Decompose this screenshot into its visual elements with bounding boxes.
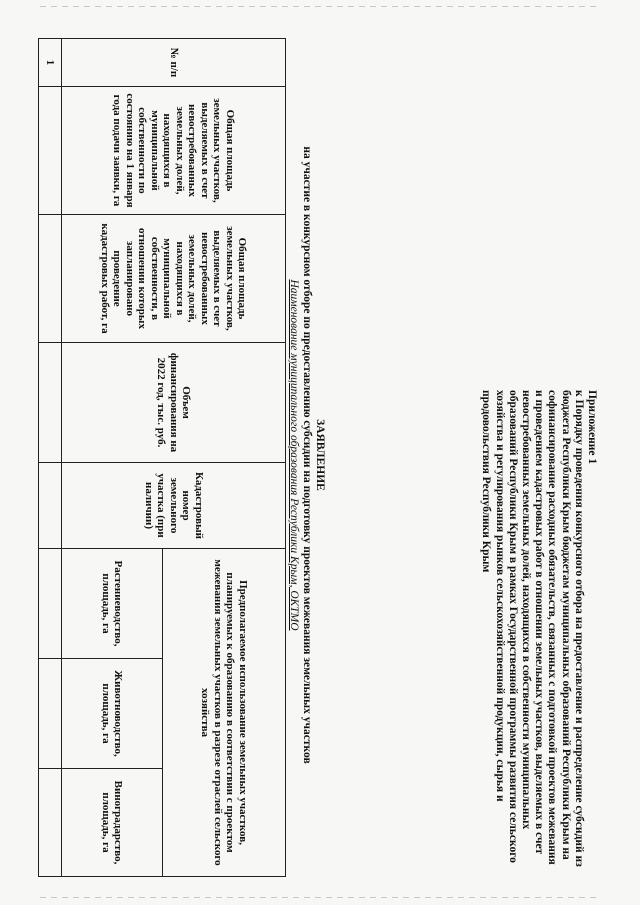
subheader-vineyard: Виноградарство, площадь, га	[62, 769, 163, 877]
table-row	[39, 39, 62, 877]
cell-empty	[39, 343, 62, 463]
municipality-line: Наименование муниципального образования Республики Крым, ОКТМО	[288, 279, 300, 631]
header-total-area: Общая площадь земельных участков, выделяемых в счет невостребованных земельных долей, находящихся в муниципальной собственности по состоянию на 1 января года подачи заявки, га	[62, 87, 286, 215]
table-header-row	[163, 39, 286, 877]
header-funding: Объем финансирования на 2022 год, тыс. руб.	[62, 343, 286, 463]
header-planned-area: Общая площадь земельных участков, выделяемых в счет невостребованных земельных долей, находящихся в муниципальной собственности, в отношении которых запланировано проведение кадастровых работ, га	[62, 215, 286, 343]
title-subtitle: на участие в конкурсном отборе по предоставлению субсидии на подготовку проектов межевания земельных участков	[301, 146, 313, 764]
cell-empty	[39, 215, 62, 343]
scan-artifact-top	[40, 6, 600, 7]
subheader-livestock: Животноводство, площадь, га	[62, 659, 163, 769]
cell-empty	[39, 769, 62, 877]
subheader-crop: Растениеводство, площадь, га	[62, 549, 163, 659]
scan-artifact-bottom	[40, 897, 600, 898]
cell-empty	[39, 463, 62, 549]
appendix-text: к Порядку проведения конкурсного отбора на предоставление и распределение субсидий из бюджета Республики Крым бюджетам муниципальных образований Республики Крым на софинансирование расходных обязательств, связанных с подготовкой проектов межевания и проведением кадастровых работ в отношении земельных участков, выделяемых в счет невостребованных земельных долей, находящихся в собственности муниципальных образований Республики Крым в рамках Государственной программы развития сельского хозяйства и регулирования рынков сельскохозяйственной продукции, сырья и продовольствия Республики Крым	[480, 390, 585, 867]
rotated-page	[28, 30, 598, 880]
cell-empty	[39, 549, 62, 659]
cell-empty	[39, 87, 62, 215]
appendix-block	[479, 390, 598, 870]
header-num: № п/п	[62, 39, 286, 87]
header-use-group: Предполагаемое использование земельных участков, планируемых к образованию в соответствии с проектом межевания земельных участков в разрезе отраслей сельского хозяйства	[163, 549, 286, 877]
application-table	[38, 38, 286, 877]
cell-empty	[39, 659, 62, 769]
document-title	[287, 30, 326, 880]
cell-row-number: 1	[39, 39, 62, 87]
header-cadastral: Кадастровый номер земельного участка (при наличии)	[62, 463, 286, 549]
appendix-heading: Приложение 1	[586, 390, 598, 465]
title-heading: ЗАЯВЛЕНИЕ	[314, 419, 326, 491]
